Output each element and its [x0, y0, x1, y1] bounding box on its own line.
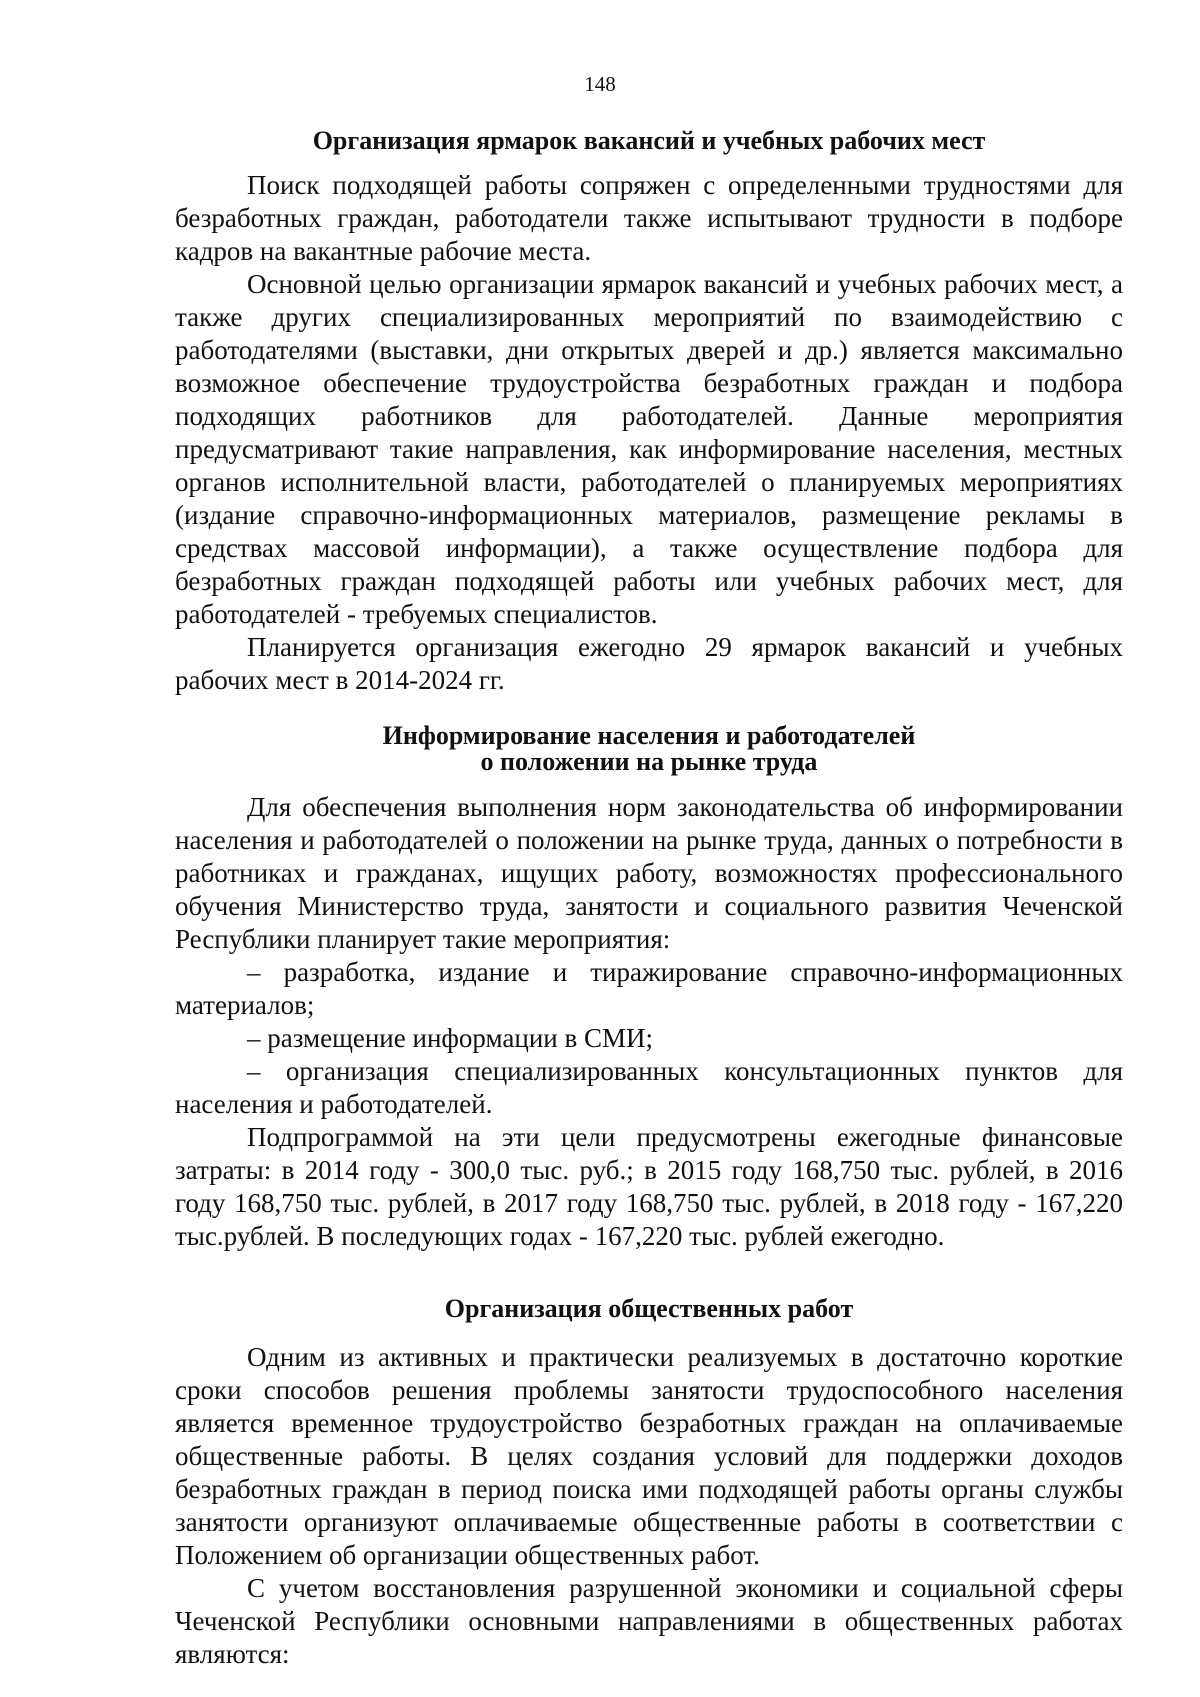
paragraph: Планируется организация ежегодно 29 ярмарок вакансий и учебных рабочих мест в 2014-2024 гг.	[175, 632, 1123, 695]
paragraph: Поиск подходящей работы сопряжен с определенными трудностями для безработных граждан, работодатели также испытывают трудности в подборе кадров на вакантные рабочие места.	[175, 170, 1123, 266]
list-item: – разработка, издание и тиражирование справочно-информационных материалов;	[175, 957, 1123, 1020]
list-item: – организация специализированных консультационных пунктов для населения и работодателей.	[175, 1056, 1123, 1119]
section-heading-job-fairs: Организация ярмарок вакансий и учебных рабочих мест	[312, 126, 986, 155]
section-heading-labor-market-info	[175, 723, 1123, 775]
paragraph: Основной целью организации ярмарок вакансий и учебных рабочих мест, а также других специализированных мероприятий по взаимодействию с работодателями (выставки, дни открытых дверей и др.) является максимально возможное обеспечение трудоустройства безработных граждан и подбора подходящих работников для работодателей. Данные мероприятия предусматривают такие направления, как информирование населения, местных органов исполнительной власти, работодателей о планируемых мероприятиях (издание справочно-информационных материалов, размещение рекламы в средствах массовой информации), а также осуществление подбора для безработных граждан подходящей работы или учебных рабочих мест, для работодателей - требуемых специалистов.	[175, 269, 1123, 629]
page-number: 148	[584, 72, 616, 96]
document-body	[175, 128, 1123, 1671]
paragraph: Для обеспечения выполнения норм законодательства об информировании населения и работодателей о положении на рынке труда, данных о потребности в работниках и гражданах, ищущих работу, возможностях профессионального обучения Министерство труда, занятости и социального развития Чеченской Республики планирует такие мероприятия:	[175, 792, 1123, 954]
list-item: – размещение информации в СМИ;	[247, 1023, 653, 1053]
paragraph: С учетом восстановления разрушенной экономики и социальной сферы Чеченской Республики основными направлениями в общественных работах являются:	[175, 1573, 1123, 1669]
paragraph: Подпрограммой на эти цели предусмотрены ежегодные финансовые затраты: в 2014 году - 300,0 тыс. руб.; в 2015 году 168,750 тыс. рублей, в 2016 году 168,750 тыс. рублей, в 2017 году 168,750 тыс. рублей, в 2018 году - 167,220 тыс.рублей. В последующих годах - 167,220 тыс. рублей ежегодно.	[175, 1122, 1123, 1251]
paragraph: Одним из активных и практически реализуемых в достаточно короткие сроки способов решения проблемы занятости трудоспособного населения является временное трудоустройство безработных граждан на оплачиваемые общественные работы. В целях создания условий для поддержки доходов безработных граждан в период поиска ими подходящей работы органы службы занятости организуют оплачиваемые общественные работы в соответствии с Положением об организации общественных работ.	[175, 1342, 1123, 1570]
section-heading-public-works: Организация общественных работ	[444, 1294, 854, 1323]
heading-line: о положении на рынке труда	[480, 747, 818, 776]
heading-line: Информирование населения и работодателей	[382, 721, 916, 750]
